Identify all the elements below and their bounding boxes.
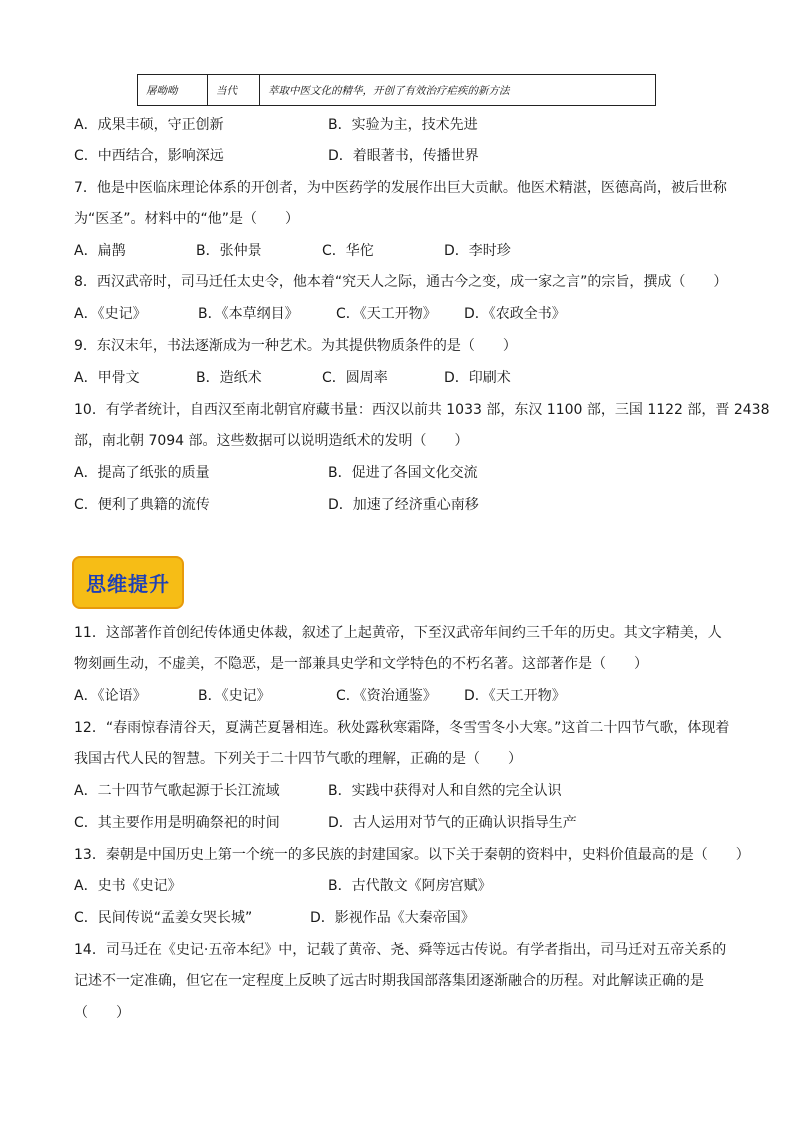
table-cell-era: 当代 xyxy=(208,75,260,106)
q11-option-b: B．《史记》 xyxy=(198,688,271,704)
q13-option-b: B．古代散文《阿房宫赋》 xyxy=(328,878,492,894)
q7-stem-line-1: 7．他是中医临床理论体系的开创者，为中医药学的发展作出巨大贡献。他医术精湛，医德高尚，被后世称 xyxy=(74,180,727,196)
q11-stem-line-2: 物刻画生动，不虚美，不隐恶，是一部兼具史学和文学特色的不朽名著。这部著作是（ ） xyxy=(74,656,648,672)
q10-option-d: D．加速了经济重心南移 xyxy=(328,497,479,513)
q13-stem-line-1: 13．秦朝是中国历史上第一个统一的多民族的封建国家。以下关于秦朝的资料中，史料价值最高的是（ ） xyxy=(74,847,750,863)
q12-stem-line-2: 我国古代人民的智慧。下列关于二十四节气歌的理解，正确的是（ ） xyxy=(74,751,522,767)
q9-option-c: C．圆周率 xyxy=(322,370,388,386)
q8-option-a: A．《史记》 xyxy=(74,306,147,322)
q12-stem-line-1: 12．“春雨惊春清谷天，夏满芒夏暑相连。秋处露秋寒霜降，冬雪雪冬小大寒。”这首二十四节气歌，体现着 xyxy=(74,720,730,736)
q11-option-a: A．《论语》 xyxy=(74,688,147,704)
q9-option-d: D．印刷术 xyxy=(444,370,511,386)
q14-stem-line-3: （ ） xyxy=(74,1005,130,1021)
q6-option-a: A．成果丰硕，守正创新 xyxy=(74,117,224,133)
q11-option-d: D．《天工开物》 xyxy=(464,688,566,704)
q12-option-d: D．古人运用对节气的正确认识指导生产 xyxy=(328,815,577,831)
table-cell-name: 屠呦呦 xyxy=(138,75,208,106)
q14-stem-line-1: 14．司马迁在《史记·五帝本纪》中，记载了黄帝、尧、舜等远古传说。有学者指出，司马迁对五帝关系的 xyxy=(74,942,727,958)
q10-option-b: B．促进了各国文化交流 xyxy=(328,465,478,481)
q12-option-a: A．二十四节气歌起源于长江流域 xyxy=(74,783,280,799)
q6-option-b: B．实验为主，技术先进 xyxy=(328,117,478,133)
q13-option-a: A．史书《史记》 xyxy=(74,878,182,894)
q13-option-d: D．影视作品《大秦帝国》 xyxy=(310,910,475,926)
q9-option-a: A．甲骨文 xyxy=(74,370,140,386)
q8-stem-line-1: 8．西汉武帝时，司马迁任太史令，他本着“究天人之际，通古今之变，成一家之言”的宗旨，撰成（ ） xyxy=(74,274,728,290)
q7-option-c: C．华佗 xyxy=(322,243,374,259)
q10-option-a: A．提高了纸张的质量 xyxy=(74,465,210,481)
q8-option-d: D．《农政全书》 xyxy=(464,306,566,322)
q9-option-b: B．造纸术 xyxy=(196,370,262,386)
table-row xyxy=(138,75,656,106)
q12-option-c: C．其主要作用是明确祭祀的时间 xyxy=(74,815,280,831)
q6-option-d: D．着眼著书，传播世界 xyxy=(328,148,479,164)
q7-option-a: A．扁鹊 xyxy=(74,243,126,259)
q11-option-c: C．《资治通鉴》 xyxy=(336,688,437,704)
q14-stem-line-2: 记述不一定准确，但它在一定程度上反映了远古时期我国部落集团逐渐融合的历程。对此解读正确的是 xyxy=(74,973,704,989)
q6-option-c: C．中西结合，影响深远 xyxy=(74,148,224,164)
q8-option-c: C．《天工开物》 xyxy=(336,306,437,322)
section-badge xyxy=(72,556,184,609)
q7-option-b: B．张仲景 xyxy=(196,243,262,259)
q7-stem-line-2: 为“医圣”。材料中的“他”是（ ） xyxy=(74,211,300,227)
q10-stem-line-1: 10．有学者统计，自西汉至南北朝官府藏书量：西汉以前共 1033 部，东汉 1100 部，三国 1122 部，晋 2438 xyxy=(74,402,770,418)
table-cell-achievement: 萃取中医文化的精华，开创了有效治疗疟疾的新方法 xyxy=(260,75,656,106)
q12-option-b: B．实践中获得对人和自然的完全认识 xyxy=(328,783,562,799)
q7-option-d: D．李时珍 xyxy=(444,243,511,259)
q13-option-c: C．民间传说“孟姜女哭长城” xyxy=(74,910,253,926)
q9-stem-line-1: 9．东汉末年，书法逐渐成为一种艺术。为其提供物质条件的是（ ） xyxy=(74,338,517,354)
q10-stem-line-2: 部，南北朝 7094 部。这些数据可以说明造纸术的发明（ ） xyxy=(74,433,469,449)
reference-table xyxy=(137,74,656,106)
section-title: 思维提升 xyxy=(86,572,170,596)
q11-stem-line-1: 11．这部著作首创纪传体通史体裁，叙述了上起黄帝，下至汉武帝年间约三千年的历史。其文字精美，人 xyxy=(74,625,722,641)
q10-option-c: C．便利了典籍的流传 xyxy=(74,497,210,513)
q8-option-b: B．《本草纲目》 xyxy=(198,306,299,322)
